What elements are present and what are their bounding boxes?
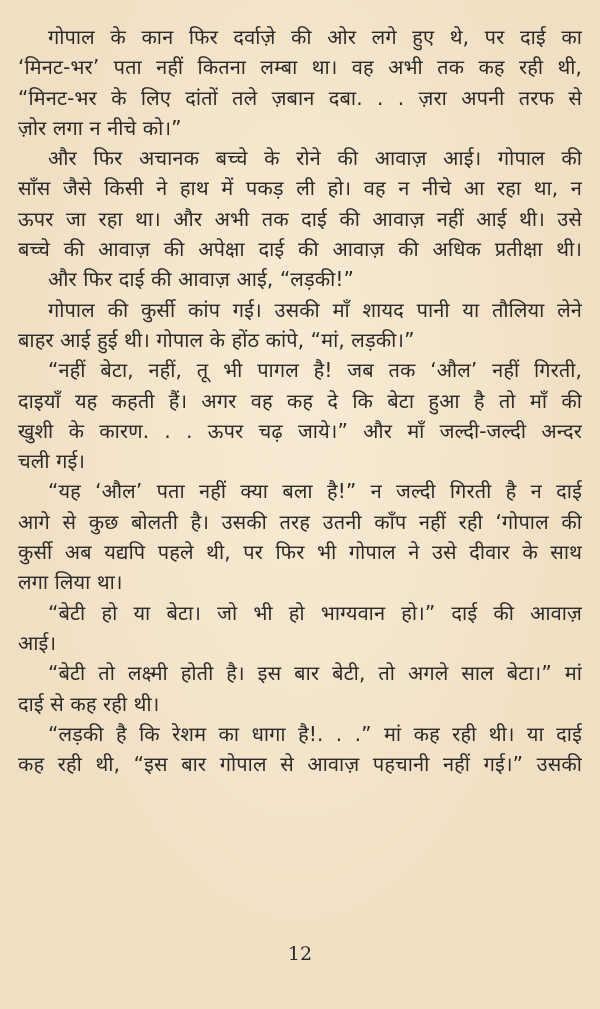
text-line: खुशी के कारण. . . ऊपर चढ़ जाये।” और माँ जल्दी-जल्दी अन्दर [18, 418, 582, 443]
text-line: दाई से कह रही थी। [18, 691, 160, 716]
text-line: लगा लिया था। [18, 570, 123, 595]
text-line: कह रही थी, “इस बार गोपाल से आवाज़ पहचानी नहीं गई।” उसकी [18, 752, 582, 777]
text-line: “नहीं बेटा, नहीं, तू भी पागल है! जब तक ‘औल’ नहीं गिरती, [48, 358, 582, 383]
text-line: बाहर आई हुई थी। गोपाल के होंठ कांपे, “मां, लड़की।” [18, 327, 415, 352]
text-line: बच्चे की आवाज़ की अपेक्षा दाई की आवाज़ की अधिक प्रतीक्षा थी। [18, 237, 582, 262]
text-line: गोपाल के कान फिर दर्वाज़े की ओर लगे हुए थे, पर दाई का [48, 25, 582, 49]
text-line: “लड़की है कि रेशम का धागा है!. . .” मां कह रही थी। या दाई [48, 721, 582, 746]
text-line: चली गई। [18, 449, 86, 474]
text-line: “यह ‘औल’ पता नहीं क्या बला है!” न जल्दी गिरती है न दाई [48, 479, 582, 504]
body-text [18, 22, 582, 779]
page-number: 12 [287, 943, 313, 965]
text-line: ‘मिनट-भर’ पता नहीं कितना लम्बा था। वह अभी तक कह रही थी, [18, 55, 582, 80]
text-line: “बेटी हो या बेटा। जो भी हो भाग्यवान हो।” दाई की आवाज़ [48, 600, 582, 625]
text-line: और फिर दाई की आवाज़ आई, “लड़की!” [48, 267, 354, 292]
text-line: आगे से कुछ बोलती है। उसकी तरह उतनी काँप नहीं रही ‘गोपाल की [18, 509, 582, 534]
text-line: आई। [18, 630, 57, 655]
text-line: दाइयाँ यह कहती हैं। अगर वह कह दे कि बेटा हुआ है तो माँ की [18, 388, 582, 413]
text-line: ज़ोर लगा न नीचे को।” [18, 115, 182, 140]
text-line: कुर्सी अब यद्यपि पहले थी, पर फिर भी गोपाल ने उसे दीवार के साथ [18, 540, 582, 565]
text-line: साँस जैसे किसी ने हाथ में पकड़ ली हो। वह न नीचे आ रहा था, न [18, 176, 582, 201]
text-line: “बेटी तो लक्ष्मी होती है। इस बार बेटी, तो अगले साल बेटा।” मां [48, 661, 582, 686]
text-line: “मिनट-भर के लिए दांतों तले ज़बान दबा. . . ज़रा अपनी तरफ से [18, 85, 582, 110]
text-line: ऊपर जा रहा था। और अभी तक दाई की आवाज़ नहीं आई थी। उसे [18, 206, 582, 231]
text-line: गोपाल की कुर्सी कांप गई। उसकी माँ शायद पानी या तौलिया लेने [48, 297, 582, 322]
text-line: और फिर अचानक बच्चे के रोने की आवाज़ आई। गोपाल की [48, 146, 582, 171]
